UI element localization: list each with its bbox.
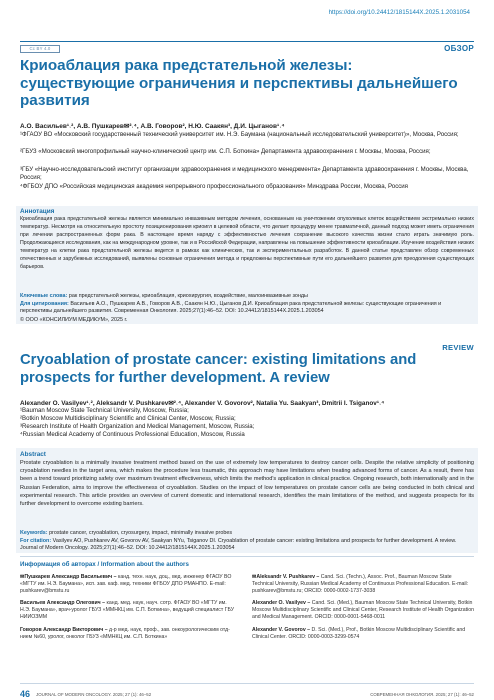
section-label-en: REVIEW — [442, 343, 474, 352]
doi-link[interactable]: https://doi.org/10.24412/1815144X.2025.1.2031054 — [328, 9, 470, 16]
author-details: Cand. Sci. (Med.), Bauman Moscow State Technical University, Botkin Moscow Multidisciplinary Scientific and Clinical Center, Research Institute of Health Organization and Medical Management. ORCID: 0000-0001-5468-0011 — [252, 600, 475, 621]
author-details: канд. техн. наук, доц., вед. инженер ФГАОУ ВО «МГТУ им. Н.Э. Баумана», исп. зав. каф. мед. техники ФГБОУ ДПО РМАНПО. E-mail: pushkarev@bmstu.ru — [20, 574, 232, 595]
license-logo: Cc BY 4.0 — [20, 45, 60, 53]
author-details: Cand. Sci. (Techn.), Assoc. Prof., Bauman Moscow State Technical University, Russian Medical Academy of Continuous Professional Education. E-mail: pushkarev@bmstu.ru; ORCID: 0000-0002-1737-3038 — [252, 574, 469, 595]
affiliation-en-4: ⁴Russian Medical Academy of Continuous Professional Education, Moscow, Russia — [20, 431, 245, 438]
author-name: ✉Aleksandr V. Pushkarev – — [252, 574, 320, 580]
author-info-en-item — [252, 574, 474, 595]
info-divider — [20, 556, 474, 557]
page-number: 46 — [20, 689, 31, 699]
affiliation-ru-2: ²ГБУЗ «Московский многопрофильный научно-клинический центр им. С.П. Боткина» Департамента здравоохранения г. Москвы, Москва, Россия; — [20, 148, 431, 155]
header-rule — [20, 41, 474, 42]
citation-en — [20, 538, 474, 553]
affiliation-ru-4: ⁴ФГБОУ ДПО «Российская медицинская академия непрерывного профессионального образования» Минздрава России, Москва, Россия — [20, 183, 408, 190]
footer-rule — [20, 683, 474, 684]
keywords-en-label: Keywords: — [20, 530, 48, 536]
author-info-en — [252, 574, 474, 641]
article-title-ru: Криоаблация рака предстательной железы: существующие ограничения и перспективы дальнейшего развития — [20, 57, 458, 109]
citation-ru-text: Васильев А.О., Пушкарев А.В., Говоров А.В., Саакян Н.Ю., Цыганов Д.И. Криоаблация рака предстательной железы: существующие ограничения и перспективы дальнейшего развития. Современная Онкология. 2025;27(1):46–52. DOI: 10.24412/1815144X.2025.1.203054 — [20, 301, 442, 315]
keywords-en — [20, 530, 474, 537]
section-label-ru: ОБЗОР — [444, 44, 474, 53]
author-info-en-item — [252, 600, 474, 621]
affiliation-en-3: ³Research Institute of Health Organization and Medical Management, Moscow, Russia; — [20, 423, 255, 430]
author-info-ru-item — [20, 574, 235, 595]
citation-en-label: For citation: — [20, 538, 52, 544]
affiliation-ru-1: ¹ФГАОУ ВО «Московский государственный технический университет им. Н.Э. Баумана (национальный исследовательский университет)», Москва, Россия; — [20, 131, 459, 138]
citation-en-text: Vasilyev AO, Pushkarev AV, Govorov AV, Saakyan NYu, Tsiganov DI. Cryoablation of prostate cancer: existing limitations and prospects for further development. A review. Journal of Modern Oncology. 2025;27(1):46–52. DOI: 10.24412/1815144X.2025.1.203054 — [20, 538, 457, 552]
author-name: Васильев Александр Олегович – — [20, 600, 106, 607]
journal-citation-ru: СОВРЕМЕННАЯ ОНКОЛОГИЯ. 2025; 27 (1): 46–52 — [370, 692, 474, 697]
author-info-ru-item — [20, 600, 235, 621]
copyright: © ООО «КОНСИЛИУМ МЕДИКУМ», 2025 г. — [20, 317, 128, 323]
abstract-en-text: Prostate cryoablation is a minimally invasive treatment method based on the use of extremely low temperatures to destroy cancer cells. Despite the relative simplicity of positioning cryoablation needles in the target area, which makes the procedure less traumatic, this approach may have limitations when treating advanced forms of cancer. As a result, there has been a trend toward prioritizing safety over maximum treatment effectiveness, which limits the method's application in clinical practice. Ongoing research, both internationally and in the Russian Federation, aims to improve the effectiveness of cryoablation. Studies on the impact of low temperatures on prostate cancer cells are being conducted in both clinical and experimental research. This article provides an overview of current domestic and international research, identifies the main limitations of the method, and suggests prospects for its further development to overcome existing barriers. — [20, 460, 474, 508]
author-info-en-item — [252, 627, 474, 641]
author-info-ru — [20, 574, 235, 641]
citation-ru-label: Для цитирования: — [20, 301, 69, 307]
author-name: Alexander O. Vasilyev – — [252, 600, 311, 607]
keywords-ru — [20, 293, 474, 300]
abstract-en-heading: Abstract — [20, 451, 46, 458]
abstract-ru-heading: Аннотация — [20, 208, 55, 215]
citation-ru — [20, 301, 474, 316]
keywords-ru-label: Ключевые слова: — [20, 293, 68, 299]
author-name: Alexander V. Govorov – — [252, 626, 311, 633]
author-info-heading: Информация об авторах / Information about the authors — [20, 561, 189, 568]
journal-citation-en: JOURNAL OF MODERN ONCOLOGY. 2025; 27 (1): 46–52 — [36, 692, 152, 697]
author-details: D. Sci. (Med.), Prof., Botkin Moscow Multidisciplinary Scientific and Clinical Center. ORCID: 0000-0003-3299-0574 — [252, 626, 466, 640]
author-name: ✉Пушкарев Александр Васильевич – — [20, 574, 117, 580]
affiliation-ru-3: ³ГБУ «Научно-исследовательский институт организации здравоохранения и медицинского менеджмента» Департамента здравоохранения г. Москвы, Москва, Россия; — [20, 166, 469, 182]
keywords-ru-text: рак предстательной железы, криоаблация, криохирургия, воздействие, малоинвазивные зонды — [68, 293, 308, 299]
keywords-en-text: prostate cancer, cryoablation, cryosurgery, impact, minimally invasive probes — [49, 530, 233, 536]
authors-ru: А.О. Васильев¹˒², А.В. Пушкарев✉²˒⁴, А.В. Говоров², Н.Ю. Саакян³, Д.И. Цыганов¹˒⁴ — [20, 123, 285, 130]
affiliation-en-1: ¹Bauman Moscow State Technical University, Moscow, Russia; — [20, 407, 189, 414]
article-title-en: Cryoablation of prostate cancer: existing limitations and prospects for further development. A review — [20, 352, 417, 386]
author-details: д-р мед. наук, проф., зав. онкоурологическим отд-нием №60, уролог, онколог ГБУЗ «ММНКЦ им. С.П. Боткина» — [20, 626, 230, 640]
authors-en: Alexander O. Vasilyev¹˒², Aleksandr V. Pushkarev✉²˒⁴, Alexander V. Govorov², Natalia Yu. Saakyan³, Dmitrii I. Tsiganov¹˒⁴ — [20, 400, 385, 407]
author-name: Говоров Александр Викторович – — [20, 626, 108, 633]
author-info-ru-item — [20, 627, 235, 641]
affiliation-en-2: ²Botkin Moscow Multidisciplinary Scientific and Clinical Center, Moscow, Russia; — [20, 415, 236, 422]
abstract-ru-text: Криоаблация рака предстательной железы является минимально инвазивным методом лечения, основанным на уничтожении опухолевых клеток воздействием экстремально низких температур. Несмотря на относительную простоту позиционирования криоигл в целевой области, что делает процедуру менее травматичной, данный подход может иметь ограничения при лечении распространенных форм рака. В настоящее время наряду с эффективностью лечения сохранение высокого качества жизни стало играть значимую роль. Продолжающиеся исследования, как на международном уровне, так и в Российской Федерации, направлены на повышение эффективности криоаблации. Изучение воздействия низких температур на клетки рака предстательной железы ведется в рамках как клинических, так и экспериментальных разработок. В данной статье представлен обзор современных отечественных и зарубежных исследований, выявлены основные ограничения метода и предложены перспективные пути его дальнейшего развития для преодоления существующих барьеров. — [20, 216, 474, 270]
author-details: канд. мед. наук, науч. сотр. ФГАОУ ВО «МГТУ им. Н.Э. Баумана», врач-уролог ГБУЗ «ММНКЦ им. С.П. Боткина», ведущий специалист ГБУ НИИОЗММ — [20, 600, 235, 621]
